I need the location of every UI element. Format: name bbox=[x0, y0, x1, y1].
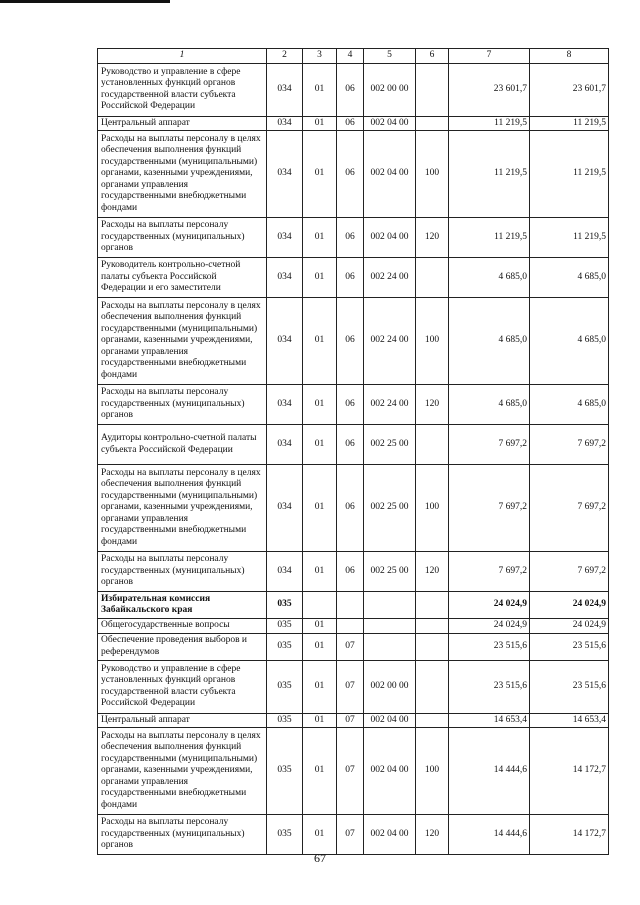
section-cell: 01 bbox=[303, 385, 337, 425]
amount-cell: 24 024,9 bbox=[449, 619, 530, 634]
header-cell: 6 bbox=[416, 49, 449, 64]
table-row bbox=[98, 116, 609, 131]
target-article-cell: 002 04 00 bbox=[364, 116, 416, 131]
table-row bbox=[98, 63, 609, 116]
subsection-cell bbox=[337, 619, 364, 634]
target-article-cell: 002 04 00 bbox=[364, 713, 416, 728]
subsection-cell: 06 bbox=[337, 131, 364, 218]
subsection-cell: 06 bbox=[337, 63, 364, 116]
header-cell: 7 bbox=[449, 49, 530, 64]
admin-code-cell: 035 bbox=[267, 633, 303, 660]
header-cell: 4 bbox=[337, 49, 364, 64]
admin-code-cell: 034 bbox=[267, 465, 303, 552]
amount-cell: 23 515,6 bbox=[530, 660, 609, 713]
amount-cell: 14 444,6 bbox=[449, 815, 530, 855]
table-row bbox=[98, 465, 609, 552]
subsection-cell: 06 bbox=[337, 552, 364, 592]
table-row bbox=[98, 713, 609, 728]
amount-cell: 23 515,6 bbox=[449, 660, 530, 713]
expense-type-cell: 100 bbox=[416, 298, 449, 385]
admin-code-cell: 034 bbox=[267, 218, 303, 258]
expense-type-cell bbox=[416, 619, 449, 634]
subsection-cell: 07 bbox=[337, 713, 364, 728]
amount-cell: 23 601,7 bbox=[449, 63, 530, 116]
amount-cell: 23 515,6 bbox=[449, 633, 530, 660]
amount-cell: 7 697,2 bbox=[530, 465, 609, 552]
target-article-cell: 002 24 00 bbox=[364, 298, 416, 385]
row-name-cell: Общегосударственные вопросы bbox=[98, 619, 267, 634]
section-cell: 01 bbox=[303, 815, 337, 855]
table-row bbox=[98, 298, 609, 385]
subsection-cell bbox=[337, 592, 364, 619]
subsection-cell: 07 bbox=[337, 815, 364, 855]
table-header-row bbox=[98, 49, 609, 64]
amount-cell: 24 024,9 bbox=[530, 619, 609, 634]
subsection-cell: 06 bbox=[337, 465, 364, 552]
subsection-cell: 06 bbox=[337, 258, 364, 298]
table-row bbox=[98, 258, 609, 298]
target-article-cell: 002 04 00 bbox=[364, 218, 416, 258]
amount-cell: 4 685,0 bbox=[449, 258, 530, 298]
target-article-cell: 002 04 00 bbox=[364, 728, 416, 815]
amount-cell: 14 653,4 bbox=[449, 713, 530, 728]
expense-type-cell: 120 bbox=[416, 385, 449, 425]
header-cell: 1 bbox=[98, 49, 267, 64]
admin-code-cell: 034 bbox=[267, 258, 303, 298]
expense-type-cell bbox=[416, 258, 449, 298]
row-name-cell: Руководство и управление в сфере установленных функций органов государственной власти субъекта Российской Федерации bbox=[98, 63, 267, 116]
table-row bbox=[98, 660, 609, 713]
amount-cell: 23 515,6 bbox=[530, 633, 609, 660]
section-cell: 01 bbox=[303, 131, 337, 218]
page-number: 67 bbox=[314, 851, 326, 865]
amount-cell: 4 685,0 bbox=[530, 258, 609, 298]
amount-cell: 4 685,0 bbox=[449, 385, 530, 425]
target-article-cell: 002 04 00 bbox=[364, 131, 416, 218]
section-cell: 01 bbox=[303, 633, 337, 660]
target-article-cell: 002 24 00 bbox=[364, 258, 416, 298]
target-article-cell bbox=[364, 619, 416, 634]
row-name-cell: Расходы на выплаты персоналу государственных (муниципальных) органов bbox=[98, 552, 267, 592]
expense-type-cell: 100 bbox=[416, 728, 449, 815]
admin-code-cell: 034 bbox=[267, 298, 303, 385]
subsection-cell: 07 bbox=[337, 633, 364, 660]
table-row bbox=[98, 552, 609, 592]
target-article-cell: 002 25 00 bbox=[364, 552, 416, 592]
table-row bbox=[98, 218, 609, 258]
amount-cell: 7 697,2 bbox=[530, 425, 609, 465]
target-article-cell: 002 00 00 bbox=[364, 63, 416, 116]
admin-code-cell: 035 bbox=[267, 592, 303, 619]
expense-type-cell bbox=[416, 713, 449, 728]
row-name-cell: Расходы на выплаты персоналу в целях обеспечения выполнения функций государственными (муниципальными) органами, казенными учреждениями, органами управления государственными внебюджетными фондами bbox=[98, 131, 267, 218]
table-row bbox=[98, 633, 609, 660]
table-row bbox=[98, 385, 609, 425]
amount-cell: 11 219,5 bbox=[449, 116, 530, 131]
amount-cell: 14 444,6 bbox=[449, 728, 530, 815]
row-name-cell: Избирательная комиссия Забайкальского края bbox=[98, 592, 267, 619]
subsection-cell: 06 bbox=[337, 116, 364, 131]
admin-code-cell: 034 bbox=[267, 385, 303, 425]
table-row bbox=[98, 815, 609, 855]
subsection-cell: 06 bbox=[337, 385, 364, 425]
top-rule bbox=[0, 0, 170, 3]
admin-code-cell: 035 bbox=[267, 815, 303, 855]
expense-type-cell: 120 bbox=[416, 815, 449, 855]
header-cell: 3 bbox=[303, 49, 337, 64]
amount-cell: 23 601,7 bbox=[530, 63, 609, 116]
row-name-cell: Расходы на выплаты персоналу государственных (муниципальных) органов bbox=[98, 218, 267, 258]
admin-code-cell: 035 bbox=[267, 619, 303, 634]
subsection-cell: 06 bbox=[337, 298, 364, 385]
amount-cell: 14 653,4 bbox=[530, 713, 609, 728]
target-article-cell bbox=[364, 592, 416, 619]
row-name-cell: Обеспечение проведения выборов и референдумов bbox=[98, 633, 267, 660]
target-article-cell bbox=[364, 633, 416, 660]
amount-cell: 7 697,2 bbox=[530, 552, 609, 592]
target-article-cell: 002 25 00 bbox=[364, 465, 416, 552]
amount-cell: 11 219,5 bbox=[530, 131, 609, 218]
amount-cell: 11 219,5 bbox=[530, 116, 609, 131]
amount-cell: 4 685,0 bbox=[530, 298, 609, 385]
row-name-cell: Расходы на выплаты персоналу государственных (муниципальных) органов bbox=[98, 815, 267, 855]
subsection-cell: 07 bbox=[337, 728, 364, 815]
expense-type-cell bbox=[416, 116, 449, 131]
table-row bbox=[98, 728, 609, 815]
amount-cell: 4 685,0 bbox=[530, 385, 609, 425]
table-row bbox=[98, 592, 609, 619]
expense-type-cell: 100 bbox=[416, 131, 449, 218]
table-row bbox=[98, 425, 609, 465]
amount-cell: 7 697,2 bbox=[449, 465, 530, 552]
row-name-cell: Центральный аппарат bbox=[98, 713, 267, 728]
section-cell: 01 bbox=[303, 298, 337, 385]
amount-cell: 24 024,9 bbox=[530, 592, 609, 619]
subsection-cell: 06 bbox=[337, 425, 364, 465]
admin-code-cell: 034 bbox=[267, 63, 303, 116]
admin-code-cell: 035 bbox=[267, 728, 303, 815]
amount-cell: 14 172,7 bbox=[530, 728, 609, 815]
header-cell: 8 bbox=[530, 49, 609, 64]
amount-cell: 11 219,5 bbox=[449, 131, 530, 218]
admin-code-cell: 035 bbox=[267, 660, 303, 713]
amount-cell: 11 219,5 bbox=[449, 218, 530, 258]
section-cell: 01 bbox=[303, 63, 337, 116]
amount-cell: 7 697,2 bbox=[449, 425, 530, 465]
subsection-cell: 06 bbox=[337, 218, 364, 258]
amount-cell: 4 685,0 bbox=[449, 298, 530, 385]
header-cell: 5 bbox=[364, 49, 416, 64]
row-name-cell: Руководитель контрольно-счетной палаты субъекта Российской Федерации и его заместители bbox=[98, 258, 267, 298]
amount-cell: 11 219,5 bbox=[530, 218, 609, 258]
target-article-cell: 002 24 00 bbox=[364, 385, 416, 425]
section-cell: 01 bbox=[303, 425, 337, 465]
expense-type-cell: 120 bbox=[416, 218, 449, 258]
row-name-cell: Расходы на выплаты персоналу в целях обеспечения выполнения функций государственными (муниципальными) органами, казенными учреждениями, органами управления государственными внебюджетными фондами bbox=[98, 465, 267, 552]
section-cell: 01 bbox=[303, 619, 337, 634]
amount-cell: 7 697,2 bbox=[449, 552, 530, 592]
section-cell: 01 bbox=[303, 713, 337, 728]
expense-type-cell: 120 bbox=[416, 552, 449, 592]
section-cell: 01 bbox=[303, 465, 337, 552]
table-row bbox=[98, 131, 609, 218]
expense-type-cell bbox=[416, 592, 449, 619]
section-cell: 01 bbox=[303, 728, 337, 815]
section-cell: 01 bbox=[303, 660, 337, 713]
expense-type-cell bbox=[416, 660, 449, 713]
header-cell: 2 bbox=[267, 49, 303, 64]
section-cell: 01 bbox=[303, 116, 337, 131]
amount-cell: 14 172,7 bbox=[530, 815, 609, 855]
row-name-cell: Аудиторы контрольно-счетной палаты субъекта Российской Федерации bbox=[98, 425, 267, 465]
section-cell: 01 bbox=[303, 218, 337, 258]
expense-type-cell bbox=[416, 63, 449, 116]
section-cell bbox=[303, 592, 337, 619]
expense-type-cell: 100 bbox=[416, 465, 449, 552]
row-name-cell: Расходы на выплаты персоналу государственных (муниципальных) органов bbox=[98, 385, 267, 425]
section-cell: 01 bbox=[303, 258, 337, 298]
target-article-cell: 002 00 00 bbox=[364, 660, 416, 713]
target-article-cell: 002 04 00 bbox=[364, 815, 416, 855]
admin-code-cell: 034 bbox=[267, 116, 303, 131]
admin-code-cell: 034 bbox=[267, 425, 303, 465]
row-name-cell: Расходы на выплаты персоналу в целях обеспечения выполнения функций государственными (муниципальными) органами, казенными учреждениями, органами управления государственными внебюджетными фондами bbox=[98, 728, 267, 815]
admin-code-cell: 034 bbox=[267, 131, 303, 218]
amount-cell: 24 024,9 bbox=[449, 592, 530, 619]
expense-type-cell bbox=[416, 425, 449, 465]
subsection-cell: 07 bbox=[337, 660, 364, 713]
admin-code-cell: 035 bbox=[267, 713, 303, 728]
expense-type-cell bbox=[416, 633, 449, 660]
admin-code-cell: 034 bbox=[267, 552, 303, 592]
section-cell: 01 bbox=[303, 552, 337, 592]
row-name-cell: Центральный аппарат bbox=[98, 116, 267, 131]
budget-table bbox=[97, 48, 609, 855]
row-name-cell: Руководство и управление в сфере установленных функций органов государственной власти субъекта Российской Федерации bbox=[98, 660, 267, 713]
row-name-cell: Расходы на выплаты персоналу в целях обеспечения выполнения функций государственными (муниципальными) органами, казенными учреждениями, органами управления государственными внебюджетными фондами bbox=[98, 298, 267, 385]
table-row bbox=[98, 619, 609, 634]
target-article-cell: 002 25 00 bbox=[364, 425, 416, 465]
